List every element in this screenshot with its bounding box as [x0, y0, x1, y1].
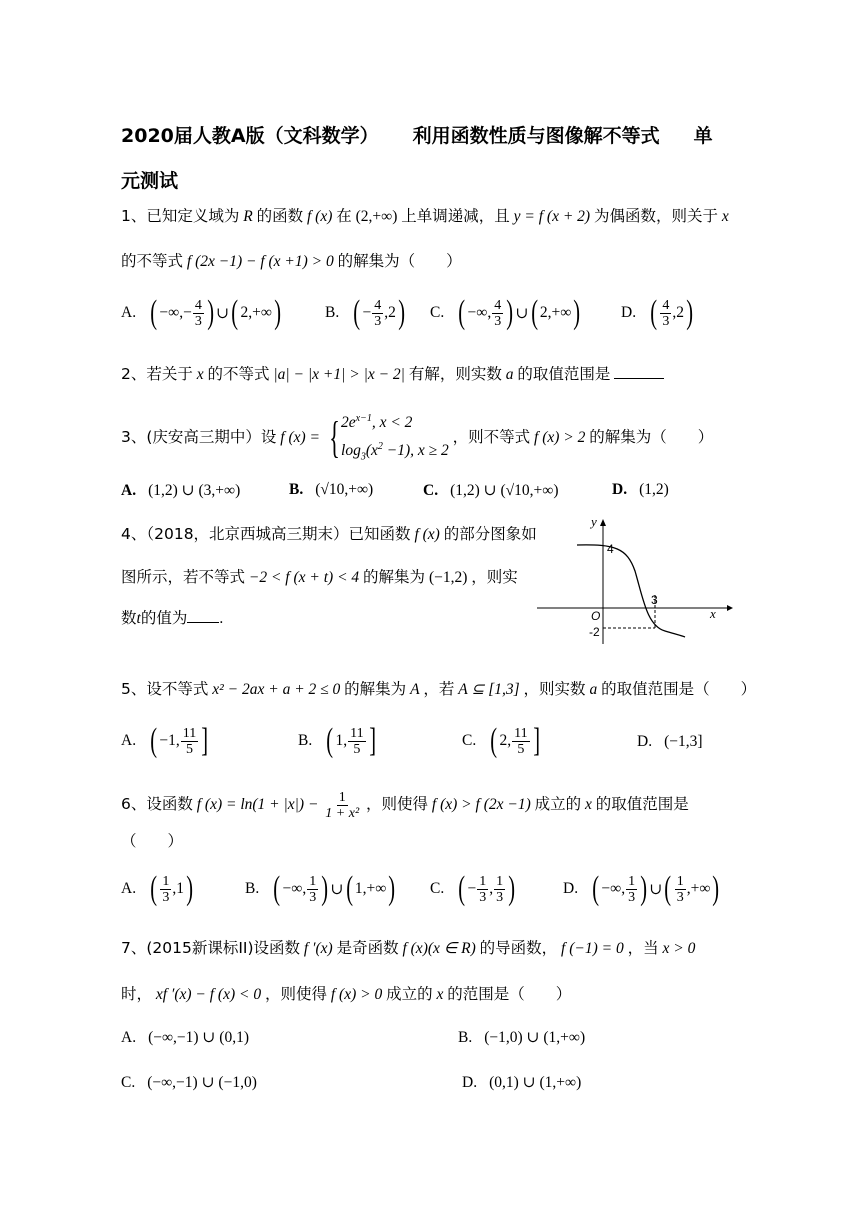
y-axis-label: y	[591, 516, 597, 529]
question-7-line-1: 7、(2015新课标II)设函数 f ′(x) 是奇函数 f (x)(x ∈ R) 的导函数， f (−1) = 0 ，当 x > 0	[121, 939, 696, 957]
q5-option-d[interactable]: D. (−1,3]	[637, 733, 703, 750]
question-3: 3、(庆安高三期中）设 f (x) = { $2e^{x-1}$, x < 2 $\log_3(x^2 -1)$, x ≥ 2 ，则不等式 f (x) > 2 的解集为（ ）	[121, 407, 713, 469]
q3-option-b[interactable]: B. (√10,+∞)	[289, 481, 374, 498]
function-curve	[577, 545, 685, 637]
function-graph	[535, 516, 735, 646]
q7-option-b[interactable]: B. (−1,0) ∪ (1,+∞)	[458, 1028, 586, 1046]
question-5: 5、设不等式 x² − 2ax + a + 2 ≤ 0 的解集为 A ，若 A ⊆ [1,3] ，则实数 a 的取值范围是（ ）	[121, 680, 757, 698]
question-2: 2、若关于 x 的不等式 |a| − |x +1| > |x − 2| 有解，则实数 a 的取值范围是	[121, 363, 664, 386]
title-tail: 单	[693, 125, 713, 147]
q5-option-b[interactable]: B. ( 1, $\frac{11}{5}$ ]	[298, 722, 376, 759]
q6-option-d[interactable]: D. ( −∞, $\frac{1}{3}$ ) ∪ ( $\frac{1}{3}$ ,+∞ )	[563, 870, 720, 907]
q7-option-d[interactable]: D. (0,1) ∪ (1,+∞)	[462, 1073, 582, 1091]
question-6-paren: （ ）	[121, 832, 184, 850]
q3-option-a[interactable]: A. (1,2) ∪ (3,+∞)	[121, 481, 241, 499]
q3-option-c[interactable]: C. (1,2) ∪ (√10,+∞)	[423, 481, 559, 499]
title-text: 2020届人教A版（文科数学）	[121, 125, 379, 147]
q1-option-a[interactable]: A. ( −∞, − $\frac{4}{3}$ ) ∪ ( 2,+∞ )	[121, 294, 281, 331]
answer-blank[interactable]	[187, 622, 219, 623]
q6-option-c[interactable]: C. ( − $\frac{1}{3}$ , $\frac{1}{3}$ )	[430, 870, 516, 907]
question-4-line-3: 数t的值为 .	[121, 609, 224, 627]
piecewise-definition: { $2e^{x-1}$, x < 2 $\log_3(x^2 -1)$, x ≥ 2	[329, 413, 449, 463]
title-topic: 利用函数性质与图像解不等式	[412, 125, 660, 147]
q1-option-d[interactable]: D. ( $\frac{4}{3}$ ,2 )	[621, 294, 694, 331]
y-tick-neg2: -2	[589, 625, 600, 639]
q7-option-a[interactable]: A. (−∞,−1) ∪ (0,1)	[121, 1028, 249, 1046]
q3-option-d[interactable]: D. (1,2)	[612, 481, 669, 498]
q6-option-b[interactable]: B. ( −∞, $\frac{1}{3}$ ) ∪ ( 1,+∞ )	[245, 870, 396, 907]
title-tail-2: 元测试	[121, 170, 179, 192]
x-axis-label: x	[710, 606, 716, 621]
y-axis-arrow	[600, 519, 606, 526]
x-axis-arrow	[727, 605, 733, 611]
question-7-line-2: 时， xf ′(x) − f (x) < 0 ，则使得 f (x) > 0 成立的 x 的范围是（ ）	[121, 985, 572, 1003]
x-tick-3: 3	[651, 593, 658, 607]
question-1-line-1: 1、已知定义域为 R 的函数 f (x) 在 (2,+∞) 上单调递减，且 y = f (x + 2) 为偶函数，则关于 x	[121, 207, 729, 225]
answer-blank[interactable]	[614, 378, 664, 379]
q1-option-b[interactable]: B. ( − $\frac{4}{3}$ ,2 )	[325, 294, 405, 331]
question-4-line-1: 4、（2018，北京西城高三期末）已知函数 f (x) 的部分图象如	[121, 525, 537, 543]
q7-option-c[interactable]: C. (−∞,−1) ∪ (−1,0)	[121, 1073, 257, 1091]
question-6: 6、设函数 f (x) = ln(1 + |x|) − $\frac{1}{\text{1 + x²}}$ ，则使得 f (x) > f (2x −1) 成立的 x 的取值范围是	[121, 790, 689, 821]
q1-option-c[interactable]: C. ( −∞, $\frac{4}{3}$ ) ∪ ( 2,+∞ )	[430, 294, 581, 331]
q6-option-a[interactable]: A. ( $\frac{1}{3}$ ,1 )	[121, 870, 194, 907]
q5-option-c[interactable]: C. ( 2, $\frac{11}{5}$ ]	[462, 722, 540, 759]
origin-label: O	[591, 609, 601, 623]
question-1-line-2: 的不等式 f (2x −1) − f (x +1) > 0 的解集为（ ）	[121, 252, 462, 270]
q5-option-a[interactable]: A. ( −1, $\frac{11}{5}$ ]	[121, 722, 209, 759]
y-tick-4: 4	[607, 542, 614, 556]
page-title	[121, 114, 741, 204]
question-4-line-2: 图所示，若不等式 −2 < f (x + t) < 4 的解集为 (−1,2) ，则实	[121, 568, 518, 586]
